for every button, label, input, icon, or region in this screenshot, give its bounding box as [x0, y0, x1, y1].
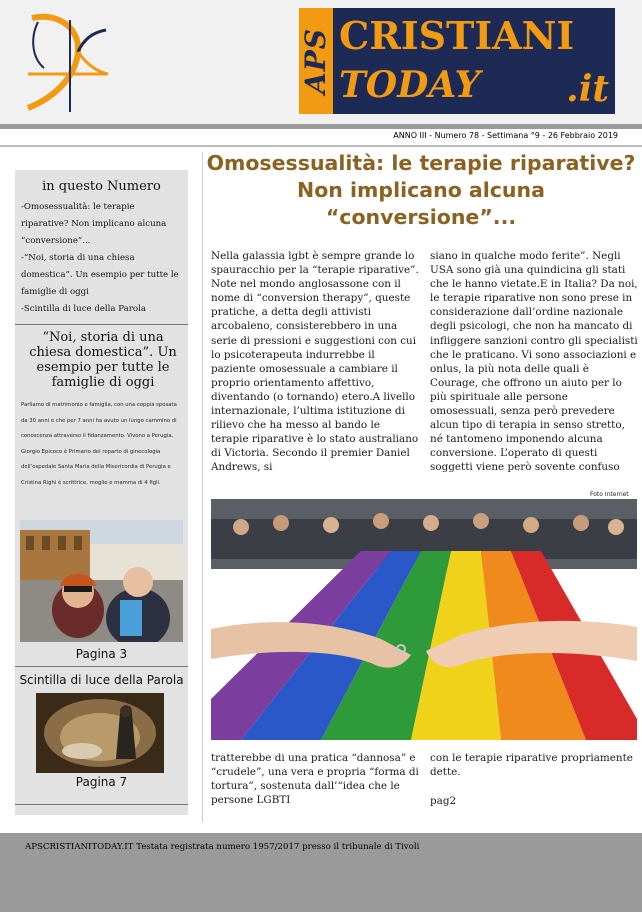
fish-cross-logo-icon — [18, 8, 110, 114]
sidebar-title: in questo Numero — [42, 179, 161, 194]
page7-link[interactable]: Pagina 7 — [75, 775, 128, 789]
header-rule — [0, 124, 642, 129]
sidebar — [15, 170, 188, 815]
couple-photo-image — [20, 520, 183, 642]
masthead-cristiani: CRISTIANI — [339, 13, 575, 58]
couple-photo[interactable] — [20, 520, 183, 642]
footer — [0, 833, 642, 912]
sidebar-divider — [15, 804, 188, 805]
issue-info: ANNO III - Numero 78 - Settimana °9 - 26 Febbraio 2019 — [393, 131, 618, 140]
masthead-header — [0, 0, 642, 124]
rainbow-hands-photo[interactable] — [211, 499, 637, 740]
column-divider — [202, 152, 203, 822]
aps-band — [299, 8, 333, 114]
sidebar-divider — [15, 666, 188, 667]
aps-label: APS — [299, 28, 332, 94]
toc-item[interactable]: -“Noi, storia di una chiesa domestica”. Un esempio per tutte le famiglie di oggi — [21, 253, 179, 297]
nativity-photo-image — [36, 693, 164, 773]
sidebar-divider — [15, 324, 188, 325]
toc-item[interactable]: -Omosessualità: le terapie riparative? Non implicano alcuna “conversione”... — [21, 202, 167, 246]
page-link[interactable]: pag2 — [430, 795, 457, 807]
article-headline: Omosessualità: le terapie riparative? Non implicano alcuna “conversione”... — [206, 151, 636, 229]
article-column-1: Nella galassia lgbt è sempre grande lo spauracchio per la “terapie riparative”. Note nel mondo anglosassone con il nome di “conversion therapy”, queste pratiche, a detta degli attivisti arcobaleno, consisterebbero in una serie di pressioni e suggestioni con cui lo psicoterapeuta indurrebbe il paziente omosessuale a cambiare il proprio orientamento affettivo, diventando (o tornando) etero.A livello internazionale, l’ultima istituzione di rilievo che ha messo al bando le terapie riparative è lo stato australiano di Victoria. Secondo il premier Daniel Andrews, si — [211, 250, 419, 474]
article-column-2: siano in qualche modo ferite”. Negli USA sono già una quindicina gli stati che le hanno vietate.E in Italia? Da noi, le terapie riparative non sono prese in considerazione dall’ordine nazionale degli psicologi, che non ha mancato di infliggere sanzioni contro gli specialisti che le praticano. Vi sono associazioni e onlus, la più nota delle quali è Courage, che offrono un aiuto per lo più spirituale alle persone omosessuali, senza però prevedere alcun tipo di terapia in senso stretto, né tantomeno imponendo alcuna conversione. L’operato di questi soggetti viene però sovente confuso — [430, 250, 638, 474]
masthead-logo[interactable] — [299, 8, 615, 114]
rainbow-flag-hands-image — [211, 499, 637, 740]
nativity-photo[interactable] — [36, 693, 164, 773]
sidebar-article-text: Parliamo di matrimonio e famiglia, con una coppia sposata da 30 anni e che per 7 anni ha avuto un lungo cammino di conoscenza attraverso il fidanzamento. Vivono a Perugia, Giorgio Epicoco è Primario del reparto di ginecologia dell’ospedale Santa Maria della Misericordia di Perugia e Cristina Righi è scrittrice, moglie e mamma di 4 figli. — [21, 402, 177, 486]
scintilla-title[interactable]: Scintilla di luce della Parola — [19, 673, 184, 687]
issue-rule — [0, 145, 642, 147]
article-column-3: tratterebbe di una pratica “dannosa” e “crudele”, una vera e propria “forma di tortura”, sostenuta dall’“idea che le persone LGBTI — [211, 752, 419, 807]
masthead-today: TODAY — [339, 64, 481, 106]
sidebar-article-title[interactable]: “Noi, storia di una chiesa domestica”. Un esempio per tutte le famiglie di oggi — [29, 330, 177, 390]
article-column-4: con le terapie riparative propriamente dette. — [430, 752, 633, 779]
footer-registration: APSCRISTIANITODAY.IT Testata registrata numero 1957/2017 presso il tribunale di Tivoli — [25, 842, 420, 852]
sidebar-toc — [21, 199, 183, 318]
toc-item[interactable]: -Scintilla di luce della Parola — [21, 304, 146, 314]
page3-link[interactable]: Pagina 3 — [75, 647, 128, 661]
masthead-it: .it — [566, 68, 609, 110]
photo-credit: Foto Internet — [590, 491, 629, 498]
